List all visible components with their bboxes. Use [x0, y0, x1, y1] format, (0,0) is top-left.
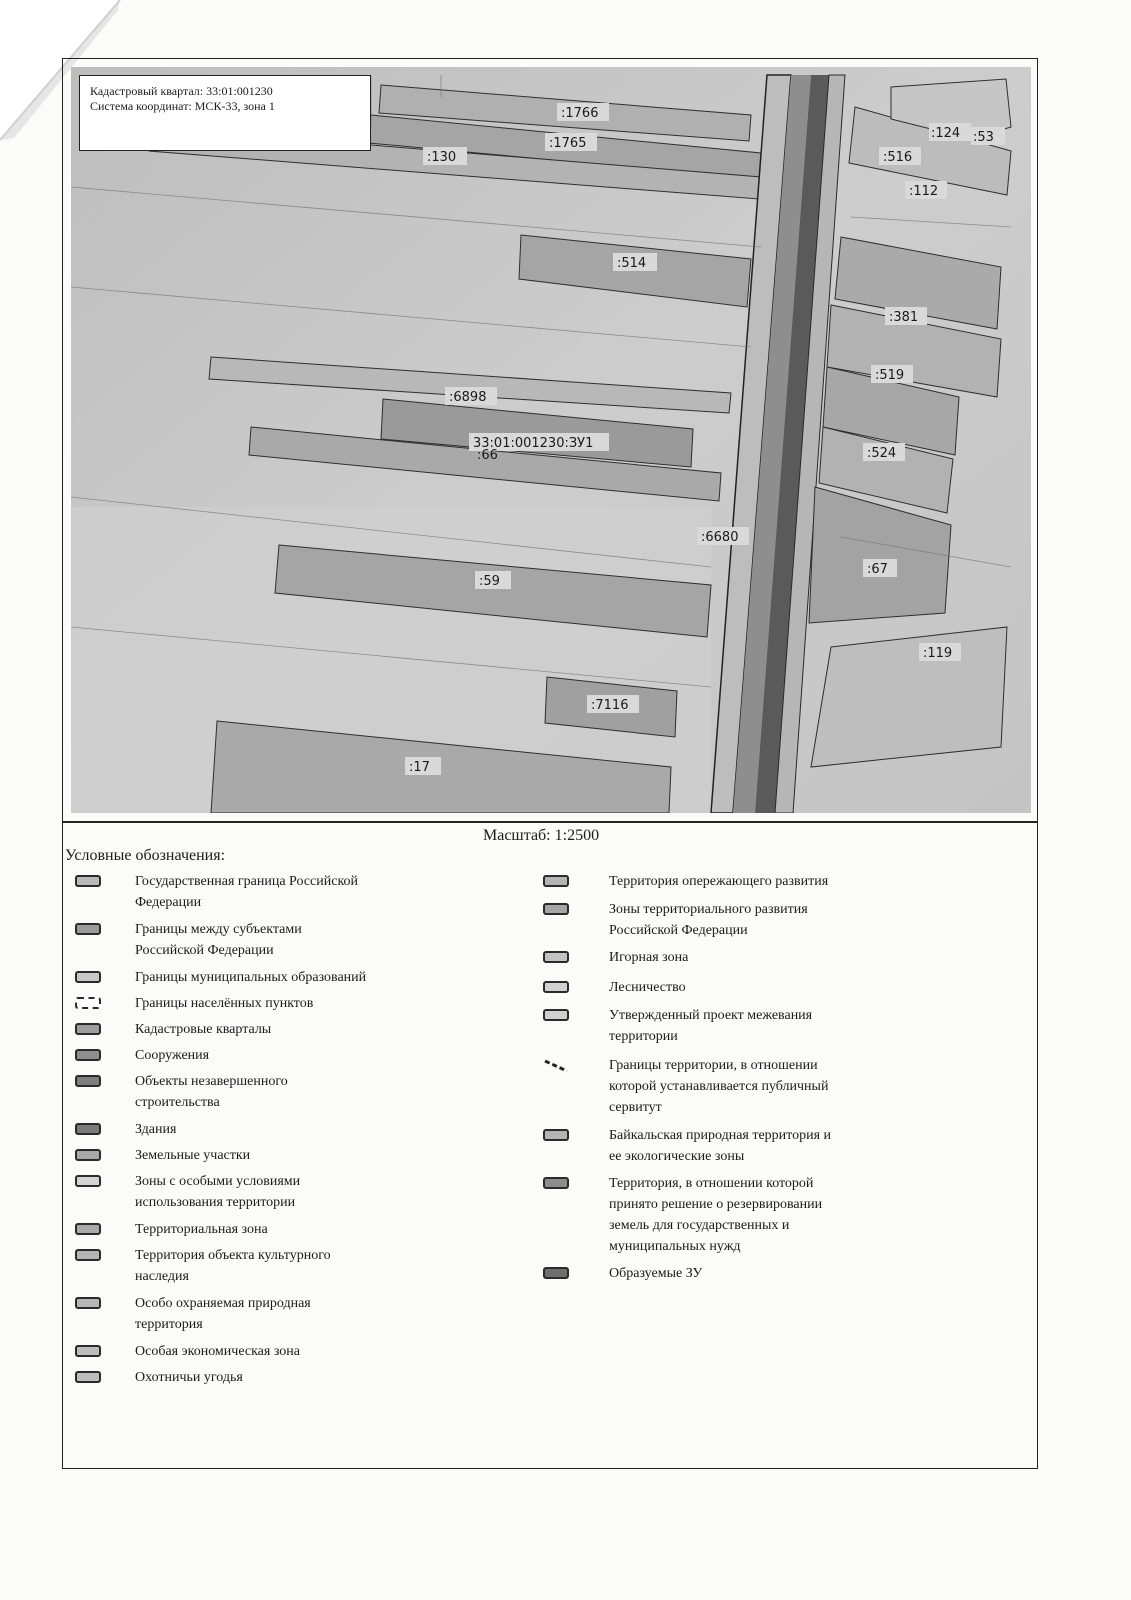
legend-symbol: [543, 875, 569, 887]
legend-symbol: [75, 1371, 101, 1383]
legend-item: [75, 1171, 300, 1213]
legend-label: Сооружения: [135, 1048, 210, 1063]
legend-label: Земельные участки: [135, 1148, 251, 1163]
legend-symbol: [543, 1267, 569, 1279]
legend-item: [75, 871, 358, 913]
label-6898: :6898: [449, 390, 487, 405]
map-svg: [71, 67, 1031, 813]
label-514: :514: [617, 256, 647, 271]
legend-label: Границы территории, в отношении: [609, 1058, 818, 1073]
legend-symbol: [75, 923, 101, 935]
legend-label: строительства: [135, 1095, 220, 1110]
label-1766: :1766: [561, 106, 599, 121]
legend-item: [75, 1245, 331, 1287]
legend-item: [75, 1019, 271, 1040]
legend-label: Границы населённых пунктов: [135, 996, 314, 1011]
legend-item: [75, 919, 302, 961]
legend-label: Территория объекта культурного: [135, 1248, 331, 1263]
label-6680: :6680: [701, 530, 739, 545]
label-381: :381: [889, 310, 919, 325]
legend-item: [75, 1341, 300, 1362]
legend-item: [543, 1005, 812, 1047]
legend-item: [75, 1045, 209, 1066]
label-zu1: 33:01:001230:ЗУ1: [473, 436, 594, 451]
label-53: :53: [973, 130, 994, 145]
legend-label: Объекты незавершенного: [135, 1074, 288, 1089]
label-67: :67: [867, 562, 888, 577]
legend-label: Образуемые ЗУ: [609, 1266, 703, 1281]
legend-label: Территория, в отношении которой: [609, 1176, 814, 1191]
map-bottom-border: [63, 821, 1037, 823]
legend-item: [75, 1119, 176, 1140]
legend-label: Особо охраняемая природная: [135, 1296, 311, 1311]
legend-item: [543, 977, 686, 998]
cadastral-quarter: Кадастровый квартал: 33:01:001230: [90, 84, 273, 98]
legend-item: [75, 993, 313, 1014]
legend-symbol: [75, 1297, 101, 1309]
label-112: :112: [909, 184, 939, 199]
legend-label: Особая экономическая зона: [135, 1344, 300, 1359]
legend-label: Государственная граница Российской: [135, 874, 359, 889]
legend-item: [543, 871, 828, 892]
legend-item: [75, 967, 366, 988]
label-524: :524: [867, 446, 897, 461]
legend-label: Федерации: [135, 895, 202, 910]
legend-label: Зоны с особыми условиями: [135, 1174, 301, 1189]
legend-symbol: [75, 997, 101, 1009]
legend-item: [75, 1367, 243, 1388]
coordinate-system: Система координат: МСК-33, зона 1: [90, 99, 275, 113]
legend-label: муниципальных нужд: [609, 1239, 741, 1254]
legend-item: [75, 1219, 268, 1240]
legend-label: Границы муниципальных образований: [135, 970, 367, 985]
legend-label: ее экологические зоны: [609, 1149, 745, 1164]
map-scale: Масштаб: 1:2500: [483, 827, 600, 844]
legend-symbol: [75, 875, 101, 887]
label-516: :516: [883, 150, 913, 165]
label-17: :17: [409, 760, 430, 775]
legend-label: принято решение о резервировании: [609, 1197, 823, 1212]
legend-symbol: [75, 1223, 101, 1235]
legend-label: территории: [609, 1029, 678, 1044]
legend-symbol: [543, 1177, 569, 1189]
legend-label: Охотничьи угодья: [135, 1370, 243, 1385]
legend-item: [75, 1071, 288, 1113]
legend-symbol: [543, 1009, 569, 1021]
legend-label: Зоны территориального развития: [609, 902, 808, 917]
legend-symbol: [75, 1249, 101, 1261]
legend-symbol: [543, 951, 569, 963]
label-519: :519: [875, 368, 905, 383]
legend-label: Территория опережающего развития: [609, 874, 829, 889]
legend-symbol: [543, 1129, 569, 1141]
legend-label: Здания: [135, 1122, 177, 1137]
label-124: :124: [931, 126, 961, 141]
legend-item: [543, 1173, 822, 1257]
label-7116: :7116: [591, 698, 629, 713]
legend-symbol: [75, 971, 101, 983]
legend-label: территория: [135, 1317, 203, 1332]
legend-label: Лесничество: [609, 980, 686, 995]
legend-item: [543, 1125, 831, 1167]
label-66: :66: [477, 448, 498, 463]
legend-label: Утвержденный проект межевания: [609, 1008, 813, 1023]
legend-label: Российской Федерации: [609, 923, 748, 938]
legend-symbol: [75, 1345, 101, 1357]
legend-label: Игорная зона: [609, 950, 689, 965]
legend-label: земель для государственных и: [609, 1218, 790, 1233]
legend-label: сервитут: [609, 1100, 662, 1115]
servitude-boundary-icon: [543, 1059, 569, 1071]
cadastral-sheet: [62, 58, 1038, 1469]
legend-label: которой устанавливается публичный: [609, 1079, 829, 1094]
legend-symbol: [75, 1123, 101, 1135]
legend-symbol: [75, 1075, 101, 1087]
legend-item: [75, 1145, 250, 1166]
legend-label: Российской Федерации: [135, 943, 274, 958]
legend-symbol: [543, 981, 569, 993]
legend-label: наследия: [135, 1269, 189, 1284]
legend-label: Кадастровые кварталы: [135, 1022, 272, 1037]
cadastral-map: [71, 67, 1031, 813]
legend-symbol: [75, 1149, 101, 1161]
legend-label: Территориальная зона: [135, 1222, 268, 1237]
legend-item: [543, 1263, 702, 1284]
legend-title: Условные обозначения:: [65, 847, 226, 864]
legend-symbol: [75, 1023, 101, 1035]
legend-item: [543, 947, 688, 968]
label-130: :130: [427, 150, 457, 165]
label-119: :119: [923, 646, 953, 661]
legend-symbol: [543, 903, 569, 915]
map-info-box: [79, 75, 371, 151]
label-1765: :1765: [549, 136, 587, 151]
legend-item: [543, 899, 808, 941]
legend-item: [543, 1055, 828, 1118]
legend-label: использования территории: [135, 1195, 296, 1210]
legend-item: [75, 1293, 311, 1335]
legend-label: Границы между субъектами: [135, 922, 302, 937]
legend-symbol: [75, 1049, 101, 1061]
legend-label: Байкальская природная территория и: [609, 1128, 832, 1143]
label-59: :59: [479, 574, 500, 589]
legend-symbol: [75, 1175, 101, 1187]
